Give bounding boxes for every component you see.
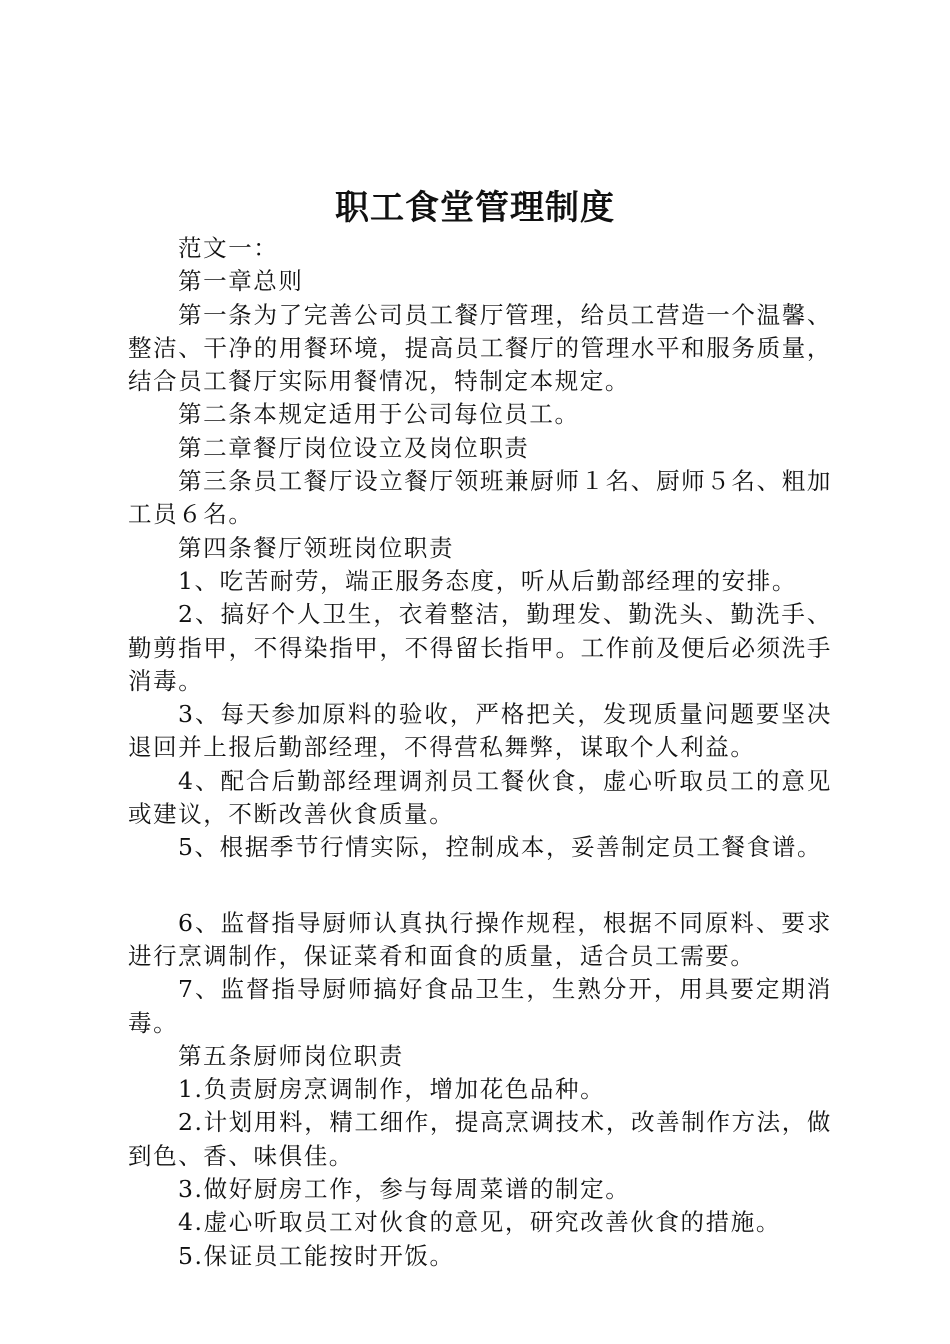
paragraph-chapter-1-heading: 第一章总则: [178, 267, 304, 296]
paragraph-article-1: 第一条为了完善公司员工餐厅管理，给员工营造一个温馨、整洁、干净的用餐环境，提高员工餐厅的管理水平和服务质量，结合员工餐厅实际用餐情况，特制定本规定。: [128, 300, 832, 396]
paragraph-intro-label: 范文一：: [178, 234, 279, 262]
list-item-1: 1、吃苦耐劳，端正服务态度，听从后勤部经理的安排。: [178, 566, 797, 595]
list-item-5: 5、根据季节行情实际，控制成本，妥善制定员工餐食谱。: [178, 833, 823, 862]
paragraph-article-2: 第二条本规定适用于公司每位员工。: [178, 400, 580, 429]
list-item-3: 3、每天参加原料的验收，严格把关，发现质量问题要坚决退回并上报后勤部经理，不得营私舞弊，谋取个人利益。: [128, 700, 832, 762]
paragraph-chapter-2-heading: 第二章餐厅岗位设立及岗位职责: [178, 433, 530, 462]
chef-duty-3: 3.做好厨房工作，参与每周菜谱的制定。: [178, 1175, 631, 1204]
list-item-6: 6、监督指导厨师认真执行操作规程，根据不同原料、要求进行烹调制作，保证菜肴和面食的质量，适合员工需要。: [128, 908, 832, 970]
paragraph-spacer: [128, 865, 832, 907]
list-item-4: 4、配合后勤部经理调剂员工餐伙食，虚心听取员工的意见或建议，不断改善伙食质量。: [128, 766, 832, 829]
chef-duty-2: 2.计划用料，精工细作，提高烹调技术，改善制作方法，做到色、香、味俱佳。: [128, 1108, 832, 1170]
list-item-2: 2、搞好个人卫生，衣着整洁，勤理发、勤洗头、勤洗手、勤剪指甲，不得染指甲，不得留长指甲。工作前及便后必须洗手消毒。: [128, 600, 832, 695]
document-body: [128, 232, 832, 1273]
paragraph-article-3: 第三条员工餐厅设立餐厅领班兼厨师１名、厨师５名、粗加工员６名。: [128, 467, 832, 529]
chef-duty-1: 1.负责厨房烹调制作，增加花色品种。: [178, 1075, 606, 1104]
document-title: 职工食堂管理制度: [335, 188, 615, 228]
chef-duty-5: 5.保证员工能按时开饭。: [178, 1241, 455, 1270]
list-item-7: 7、监督指导厨师搞好食品卫生，生熟分开，用具要定期消毒。: [128, 975, 832, 1037]
chef-duty-4: 4.虚心听取员工对伙食的意见，研究改善伙食的措施。: [178, 1208, 781, 1237]
paragraph-article-4-heading: 第四条餐厅领班岗位职责: [178, 533, 455, 562]
paragraph-article-5-heading: 第五条厨师岗位职责: [178, 1041, 404, 1070]
